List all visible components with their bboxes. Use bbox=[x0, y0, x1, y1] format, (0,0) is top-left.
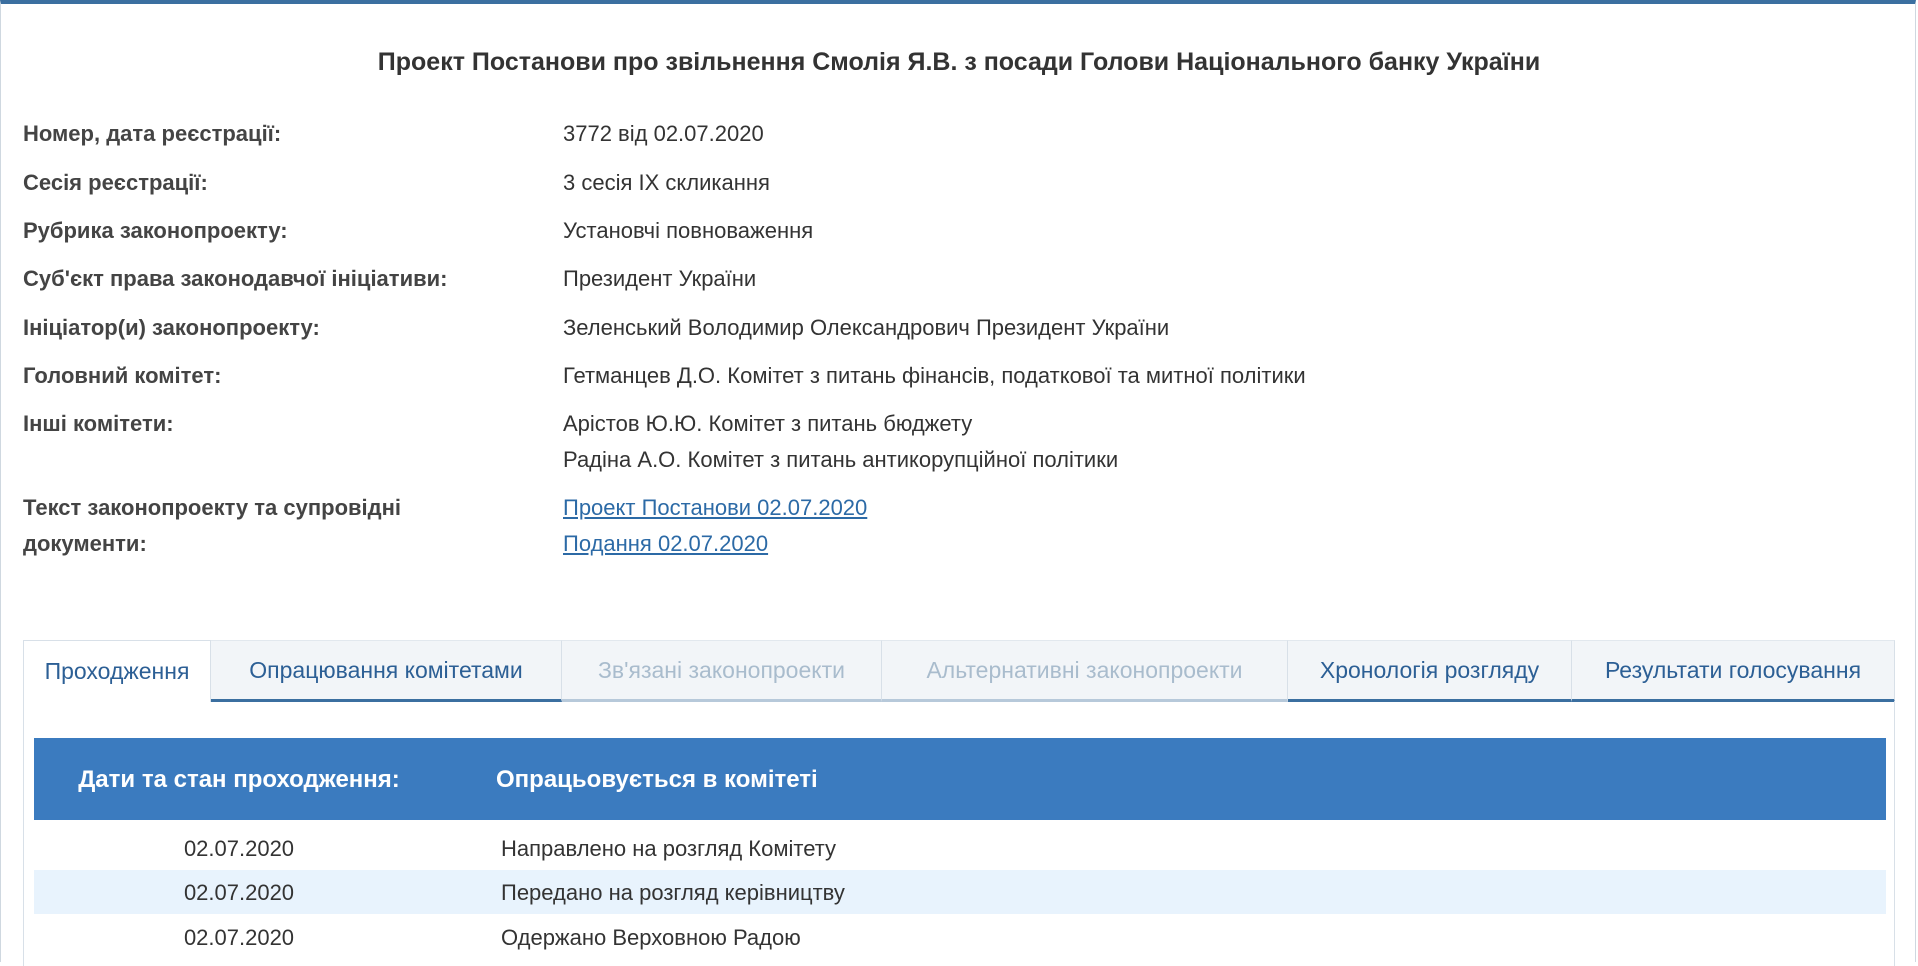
info-label: Суб'єкт права законодавчої ініціативи: bbox=[23, 266, 448, 291]
other-committee-value: Радіна А.О. Комітет з питань антикорупційної політики bbox=[563, 447, 1119, 472]
info-value bbox=[563, 310, 1863, 346]
status-header-label: Дати та стан проходження: bbox=[78, 766, 400, 793]
info-label: Номер, дата реєстрації: bbox=[23, 121, 282, 146]
history-date: 02.07.2020 bbox=[183, 925, 295, 950]
tab-bar bbox=[23, 640, 1895, 702]
registration-value: 3772 від 02.07.2020 bbox=[563, 121, 764, 146]
info-label: Рубрика законопроекту: bbox=[23, 218, 288, 243]
info-value bbox=[563, 165, 1863, 201]
initiator-value: Зеленський Володимир Олександрович Президент України bbox=[563, 315, 1170, 340]
main-committee-value: Гетманцев Д.О. Комітет з питань фінансів, податкової та митної політики bbox=[563, 363, 1306, 388]
history-event: Передано на розгляд керівництву bbox=[501, 880, 845, 905]
history-row bbox=[34, 870, 1886, 914]
history-event: Одержано Верховною Радою bbox=[501, 925, 801, 950]
history-row bbox=[34, 915, 1886, 959]
info-label: Сесія реєстрації: bbox=[23, 170, 208, 195]
tab-chronology[interactable]: Хронологія розгляду bbox=[1288, 640, 1572, 702]
passage-panel bbox=[23, 701, 1895, 966]
info-value bbox=[563, 406, 1863, 478]
tab-related-bills[interactable]: Зв'язані законопроекти bbox=[562, 640, 882, 702]
history-date: 02.07.2020 bbox=[183, 880, 295, 905]
info-value bbox=[563, 116, 1863, 152]
current-status: Опрацьовується в комітеті bbox=[496, 766, 818, 793]
documents-links bbox=[563, 490, 1863, 562]
info-value bbox=[563, 213, 1863, 249]
document-link-draft[interactable]: Проект Постанови 02.07.2020 bbox=[563, 495, 868, 520]
info-label bbox=[23, 490, 523, 562]
info-label: Головний комітет: bbox=[23, 363, 222, 388]
other-committee-value: Арістов Ю.Ю. Комітет з питань бюджету bbox=[563, 411, 973, 436]
page-title: Проект Постанови про звільнення Смолія Я.В. з посади Голови Національного банку України bbox=[377, 48, 1541, 76]
info-label: Ініціатор(и) законопроекту: bbox=[23, 315, 320, 340]
documents-label-line: документи: bbox=[23, 531, 147, 556]
tab-voting-results[interactable]: Результати голосування bbox=[1572, 640, 1895, 702]
info-value bbox=[563, 358, 1863, 394]
tab-passage[interactable]: Проходження bbox=[23, 640, 211, 702]
info-value bbox=[563, 261, 1863, 297]
document-link-submission[interactable]: Подання 02.07.2020 bbox=[563, 531, 769, 556]
history-event: Направлено на розгляд Комітету bbox=[501, 836, 837, 861]
history-date: 02.07.2020 bbox=[183, 836, 295, 861]
status-header bbox=[34, 738, 1886, 820]
info-label: Інші комітети: bbox=[23, 411, 174, 436]
subject-value: Президент України bbox=[563, 266, 757, 291]
tab-alternative-bills[interactable]: Альтернативні законопроекти bbox=[882, 640, 1288, 702]
rubric-value: Установчі повноваження bbox=[563, 218, 814, 243]
history-row bbox=[34, 826, 1886, 870]
tab-committee-processing[interactable]: Опрацювання комітетами bbox=[211, 640, 562, 702]
session-value: 3 сесія IX скликання bbox=[563, 170, 770, 195]
documents-label-line: Текст законопроекту та супровідні bbox=[23, 495, 402, 520]
